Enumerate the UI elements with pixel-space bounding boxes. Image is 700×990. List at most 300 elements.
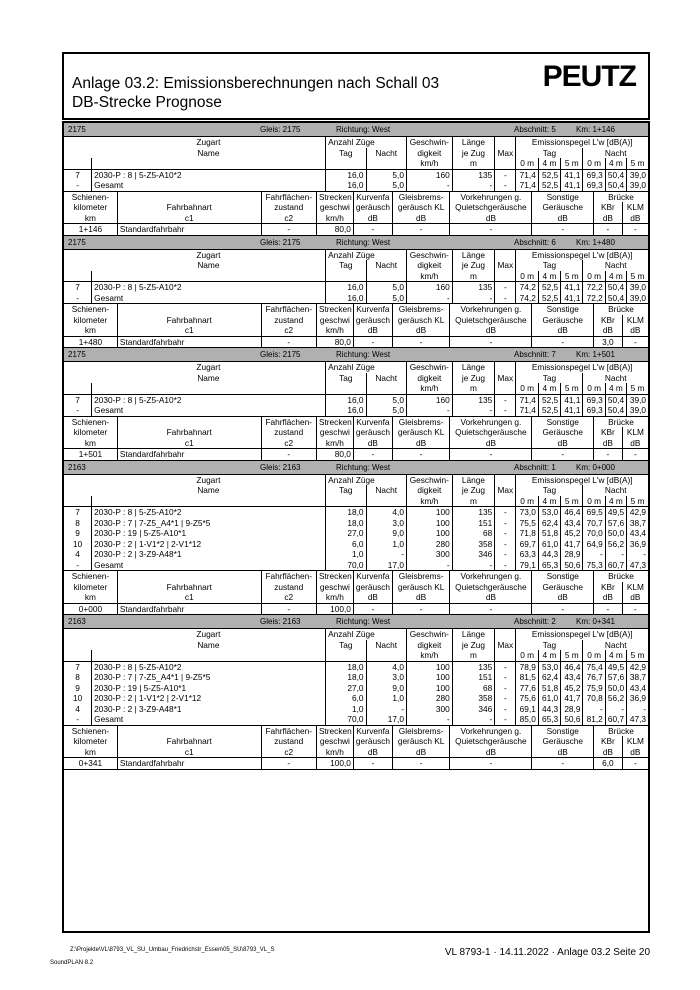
- header-m: m: [452, 650, 495, 661]
- header-c2: c2: [261, 438, 316, 449]
- header-digkeit: digkeit: [406, 373, 452, 384]
- header-db: dB: [450, 592, 532, 603]
- header-laenge: Länge: [452, 629, 495, 640]
- header-geschwi: geschwi: [316, 202, 353, 213]
- header-digkeit: digkeit: [406, 260, 452, 271]
- train-name: 2030-P : 19 | 5-Z5-A10*1: [92, 528, 326, 539]
- train-max: -: [495, 528, 516, 539]
- header-anzahl: Anzahl Züge: [326, 475, 366, 486]
- train-l: 135: [452, 507, 495, 518]
- track-row: [64, 336, 648, 348]
- track-sonst: -: [532, 336, 594, 348]
- header-emission: Emissionspegel L'w [dB(A)]: [516, 137, 648, 148]
- header-4m: 4 m: [538, 158, 560, 169]
- header-tag: Tag: [326, 260, 366, 271]
- train-n5: 39,0: [627, 293, 648, 304]
- train-name: 2030-P : 2 | 3-Z9-A48*1: [92, 704, 326, 715]
- section-km: Km: 0+341: [576, 617, 615, 626]
- train-row: [64, 672, 648, 683]
- train-n4: 50,4: [605, 282, 626, 293]
- train-t0: 63,3: [516, 549, 538, 560]
- track-fahrbahn: Standardfahrbahr: [117, 758, 261, 770]
- header-laenge: Länge: [452, 250, 495, 261]
- section-km: Km: 1+501: [576, 350, 615, 359]
- train-v: -: [406, 560, 452, 571]
- train-t0: 75,5: [516, 518, 538, 529]
- header-db: dB: [594, 438, 623, 449]
- blank-cell: [326, 650, 366, 661]
- header-zugart: Zugart: [196, 249, 221, 260]
- train-n5: 42,9: [627, 507, 648, 518]
- header-je-zug: je Zug: [452, 373, 495, 384]
- train-tag: 27,0: [326, 528, 366, 539]
- header-laenge: Länge: [452, 137, 495, 148]
- header-emission-nacht: Nacht: [583, 485, 648, 496]
- header-geschw: Geschwin-: [406, 475, 452, 486]
- train-t0: 78,9: [516, 661, 538, 672]
- header-0m: 0 m: [583, 496, 605, 507]
- footer-reference: VL 8793-1 · 14.11.2022 · Anlage 03.2 Seite 20: [444, 947, 650, 958]
- header-kilometer: kilometer: [73, 736, 108, 746]
- train-t5: 45,2: [561, 528, 583, 539]
- train-n0: 70,0: [583, 528, 605, 539]
- header-kbr: KBr: [594, 582, 623, 593]
- section-km: Km: 0+000: [576, 462, 615, 472]
- section-block: [64, 123, 648, 236]
- header-db: dB: [392, 325, 449, 336]
- header-c1: c1: [117, 438, 261, 449]
- header-strecken: Strecken: [316, 726, 353, 737]
- train-nacht: 9,0: [366, 528, 406, 539]
- blank-cell: [495, 629, 516, 640]
- header-tag: Tag: [326, 485, 366, 496]
- train-row: [64, 539, 648, 550]
- header-0m: 0 m: [516, 496, 538, 507]
- header-row: [64, 592, 648, 603]
- header-row: [64, 202, 648, 213]
- header-row: [64, 137, 648, 148]
- total-row: [64, 405, 648, 416]
- train-max: -: [495, 704, 516, 715]
- train-l: -: [452, 180, 495, 191]
- track-table: [64, 304, 648, 348]
- train-tag: 18,0: [326, 672, 366, 683]
- header-fahrbahnart: Fahrbahnart: [117, 582, 261, 593]
- header-schienen: Schienen-: [71, 571, 110, 581]
- train-max: -: [495, 282, 516, 293]
- train-t4: 61,0: [538, 539, 560, 550]
- header-quietsch: Quietschgeräusche: [450, 315, 532, 326]
- header-geraeusch-kl: geräusch KL: [392, 427, 449, 438]
- blank-cell: [64, 640, 92, 651]
- header-digkeit: digkeit: [406, 640, 452, 651]
- train-name: Gesamt: [92, 405, 326, 416]
- section-gleis: Gleis: 2175: [260, 237, 301, 247]
- header-emission-tag: Tag: [516, 373, 583, 384]
- track-c2: -: [261, 758, 316, 770]
- header-row: [64, 315, 648, 326]
- section-abschnitt: Abschnitt: 7: [514, 350, 556, 359]
- train-v: 300: [406, 549, 452, 560]
- train-v: 100: [406, 518, 452, 529]
- train-n5: 36,9: [627, 693, 648, 704]
- header-kmh: km/h: [316, 592, 353, 603]
- blank-cell: [92, 383, 326, 394]
- header-max: Max: [495, 260, 516, 271]
- train-number: -: [64, 293, 92, 304]
- section-richtung: Richtung: West: [336, 125, 391, 134]
- header-digkeit: digkeit: [406, 148, 452, 159]
- blank-cell: [326, 158, 366, 169]
- header-kurven: Kurvenfa: [353, 192, 392, 203]
- train-number: -: [64, 180, 92, 191]
- header-name: Name: [197, 639, 220, 650]
- total-row: [64, 560, 648, 571]
- track-speed: 80,0: [316, 224, 353, 236]
- train-nacht: 1,0: [366, 693, 406, 704]
- section-header: [64, 615, 648, 629]
- train-t0: 71,8: [516, 528, 538, 539]
- blank-cell: [495, 496, 516, 507]
- train-t4: 62,4: [538, 518, 560, 529]
- train-l: 358: [452, 693, 495, 704]
- header-quietsch: Quietschgeräusche: [450, 202, 532, 213]
- header-5m: 5 m: [561, 650, 583, 661]
- train-max: -: [495, 560, 516, 571]
- train-t4: 65,3: [538, 560, 560, 571]
- header-row: [64, 485, 648, 496]
- header-gleisbrems: Gleisbrems-: [392, 571, 449, 582]
- header-db: dB: [532, 747, 594, 758]
- header-geraeusche: Geräusche: [532, 427, 594, 438]
- train-n4: 49,5: [605, 507, 626, 518]
- train-nacht: 9,0: [366, 683, 406, 694]
- blank-cell: [64, 271, 92, 282]
- train-v: 100: [406, 672, 452, 683]
- train-row: [64, 507, 648, 518]
- header-db: dB: [594, 747, 623, 758]
- header-je-zug: je Zug: [452, 485, 495, 496]
- blank-cell: [64, 383, 92, 394]
- title-line-1: Anlage 03.2: Emissionsberechnungen nach Schall 03: [72, 75, 440, 92]
- train-l: -: [452, 560, 495, 571]
- train-n4: 50,4: [605, 169, 626, 180]
- train-number: 7: [75, 282, 80, 292]
- train-t0: 71,4: [516, 405, 538, 416]
- header-nacht: Nacht: [366, 485, 406, 496]
- train-name: 2030-P : 19 | 5-Z5-A10*1: [92, 683, 326, 694]
- train-t4: 52,5: [538, 405, 560, 416]
- header-zustand: zustand: [261, 315, 316, 326]
- section-abschnitt: Abschnitt: 5: [514, 125, 556, 134]
- train-n5: 43,4: [627, 683, 648, 694]
- header-db: dB: [450, 747, 532, 758]
- blank-cell: [64, 650, 92, 661]
- track-kurve: -: [353, 224, 392, 236]
- header-kmh: km/h: [406, 650, 452, 661]
- header-emission: Emissionspegel L'w [dB(A)]: [516, 362, 648, 373]
- header-sonstige: Sonstige: [532, 571, 594, 582]
- train-n0: 70,8: [583, 693, 605, 704]
- track-kurve: -: [353, 758, 392, 770]
- train-tag: 70,0: [326, 560, 366, 571]
- train-t4: 52,5: [538, 180, 560, 191]
- header-row: [64, 629, 648, 640]
- header-geraeusche: Geräusche: [532, 736, 594, 747]
- header-sonstige: Sonstige: [532, 726, 594, 737]
- header-klm: KLM: [622, 736, 648, 747]
- header-bruecke: Brücke: [594, 417, 648, 428]
- track-table: [64, 571, 648, 615]
- train-t4: 44,3: [538, 704, 560, 715]
- header-5m: 5 m: [561, 158, 583, 169]
- header-zustand: zustand: [261, 736, 316, 747]
- blank-cell: [495, 250, 516, 261]
- train-l: 346: [452, 704, 495, 715]
- train-name: 2030-P : 8 | 5-Z5-A10*2: [92, 282, 326, 293]
- train-number: 8: [75, 672, 80, 682]
- header-klm: KLM: [622, 427, 648, 438]
- train-row: [64, 528, 648, 539]
- track-sonst: -: [532, 758, 594, 770]
- header-kurven: Kurvenfa: [353, 304, 392, 315]
- train-t0: 81,5: [516, 672, 538, 683]
- section-km: Km: 1+146: [576, 125, 615, 134]
- header-c2: c2: [261, 592, 316, 603]
- train-t4: 53,0: [538, 507, 560, 518]
- train-tag: 18,0: [326, 661, 366, 672]
- train-t0: 69,1: [516, 704, 538, 715]
- header-vorkehrungen: Vorkehrungen g.: [450, 726, 532, 737]
- train-tag: 18,0: [326, 518, 366, 529]
- blank-cell: [64, 496, 92, 507]
- header-schienen: Schienen-: [71, 416, 110, 427]
- train-v: 300: [406, 704, 452, 715]
- train-table: [64, 250, 648, 305]
- train-n0: 72,2: [583, 282, 605, 293]
- header-kmh: km/h: [406, 158, 452, 169]
- header-c1: c1: [117, 747, 261, 758]
- section-abschnitt: Abschnitt: 2: [514, 617, 556, 626]
- header-kilometer: kilometer: [73, 581, 108, 592]
- header-kilometer: kilometer: [73, 427, 108, 437]
- blank-cell: [64, 485, 92, 496]
- header-row: [64, 158, 648, 169]
- train-n0: 64,9: [583, 539, 605, 550]
- train-t0: 79,1: [516, 560, 538, 571]
- train-n0: 69,3: [583, 169, 605, 180]
- header-5m: 5 m: [627, 496, 648, 507]
- train-t5: 50,6: [561, 560, 583, 571]
- header-schienen: Schienen-: [71, 725, 110, 736]
- train-max: -: [495, 714, 516, 725]
- train-t0: 85,0: [516, 714, 538, 725]
- header-bruecke: Brücke: [594, 192, 648, 203]
- header-0m: 0 m: [583, 271, 605, 282]
- header-0m: 0 m: [516, 650, 538, 661]
- header-geraeusch: geräusch: [353, 736, 392, 747]
- train-max: -: [495, 507, 516, 518]
- header-row: [64, 571, 648, 582]
- train-tag: 16,0: [326, 293, 366, 304]
- train-number: 7: [75, 507, 80, 517]
- header-c1: c1: [117, 592, 261, 603]
- page-title: [72, 74, 439, 112]
- train-t0: 73,0: [516, 507, 538, 518]
- train-nacht: 17,0: [366, 714, 406, 725]
- blank-cell: [92, 158, 326, 169]
- train-max: -: [495, 693, 516, 704]
- train-number: 9: [75, 682, 80, 693]
- train-t5: 41,1: [561, 293, 583, 304]
- header-geraeusch-kl: geräusch KL: [392, 736, 449, 747]
- section-abschnitt: Abschnitt: 1: [514, 462, 556, 472]
- track-klm: -: [622, 758, 648, 770]
- header-tag: Tag: [326, 373, 366, 384]
- header-fahrbahnart: Fahrbahnart: [117, 315, 261, 326]
- train-l: 68: [452, 528, 495, 539]
- train-n4: 57,6: [605, 518, 626, 529]
- blank-cell: [92, 650, 326, 661]
- track-sonst: -: [532, 603, 594, 615]
- train-tag: 27,0: [326, 683, 366, 694]
- train-n0: 76,7: [583, 672, 605, 683]
- header-4m: 4 m: [538, 496, 560, 507]
- header-zustand: zustand: [261, 582, 316, 593]
- train-t4: 44,3: [538, 549, 560, 560]
- header-kmh: km/h: [316, 213, 353, 224]
- header-geschw: Geschwin-: [406, 250, 452, 261]
- header-kmh: km/h: [316, 747, 353, 758]
- header-4m: 4 m: [605, 496, 626, 507]
- header-laenge: Länge: [452, 362, 495, 373]
- blank-cell: [64, 158, 92, 169]
- train-table: [64, 137, 648, 192]
- header-fahrbahnart: Fahrbahnart: [117, 427, 261, 438]
- train-max: -: [495, 169, 516, 180]
- track-fahrbahn: Standardfahrbahr: [117, 449, 261, 461]
- header-fahrflaechen: Fahrflächen-: [261, 304, 316, 315]
- train-t0: 69,7: [516, 539, 538, 550]
- train-number: 4: [75, 703, 80, 714]
- train-nacht: 5,0: [366, 293, 406, 304]
- header-anzahl: Anzahl Züge: [326, 629, 366, 640]
- train-tag: 16,0: [326, 282, 366, 293]
- header-db: dB: [532, 213, 594, 224]
- train-v: 280: [406, 693, 452, 704]
- section-gleis: Gleis: 2163: [260, 462, 301, 472]
- header-name: Name: [197, 372, 220, 383]
- header-4m: 4 m: [605, 271, 626, 282]
- header-vorkehrungen: Vorkehrungen g.: [450, 571, 532, 582]
- header-zustand: zustand: [261, 202, 316, 213]
- train-max: -: [495, 672, 516, 683]
- train-n4: 57,6: [605, 672, 626, 683]
- header-fahrbahnart: Fahrbahnart: [117, 736, 261, 747]
- header-row: [64, 726, 648, 737]
- train-v: 280: [406, 539, 452, 550]
- train-l: -: [452, 714, 495, 725]
- section-header: [64, 461, 648, 475]
- train-t4: 65,3: [538, 714, 560, 725]
- header-strecken: Strecken: [316, 304, 353, 315]
- train-n4: -: [605, 704, 626, 715]
- track-speed: 100,0: [316, 758, 353, 770]
- train-n5: 39,0: [627, 405, 648, 416]
- train-number: -: [64, 714, 92, 725]
- train-n4: 56,2: [605, 539, 626, 550]
- header-db: dB: [392, 213, 449, 224]
- header-kbr: KBr: [594, 315, 623, 326]
- train-number: 7: [75, 394, 80, 405]
- train-nacht: 5,0: [366, 282, 406, 293]
- track-table: [64, 192, 648, 236]
- header-0m: 0 m: [516, 158, 538, 169]
- header-vorkehrungen: Vorkehrungen g.: [450, 417, 532, 428]
- track-sonst: -: [532, 449, 594, 461]
- section-id: 2175: [68, 350, 86, 359]
- header-strecken: Strecken: [316, 192, 353, 203]
- header-m: m: [452, 271, 495, 282]
- train-n0: 69,5: [583, 507, 605, 518]
- header-geschw: Geschwin-: [406, 137, 452, 148]
- train-row: [64, 282, 648, 293]
- track-gleis: -: [392, 224, 449, 236]
- train-t4: 52,5: [538, 394, 560, 405]
- header-db: dB: [392, 747, 449, 758]
- header-geschw: Geschwin-: [406, 362, 452, 373]
- train-name: 2030-P : 7 | 7-Z5_A4*1 | 9-Z5*5: [92, 518, 326, 529]
- header-c1: c1: [117, 213, 261, 224]
- train-max: -: [495, 180, 516, 191]
- train-t0: 74,2: [516, 293, 538, 304]
- train-name: 2030-P : 2 | 3-Z9-A48*1: [92, 549, 326, 560]
- header-laenge: Länge: [452, 475, 495, 486]
- train-nacht: 5,0: [366, 180, 406, 191]
- section-block: [64, 236, 648, 349]
- header-emission: Emissionspegel L'w [dB(A)]: [516, 250, 648, 261]
- header-0m: 0 m: [583, 383, 605, 394]
- total-row: [64, 293, 648, 304]
- header-nacht: Nacht: [366, 373, 406, 384]
- train-max: -: [495, 518, 516, 529]
- train-t5: 41,1: [561, 169, 583, 180]
- train-tag: 16,0: [326, 180, 366, 191]
- train-nacht: 17,0: [366, 560, 406, 571]
- train-n4: 50,4: [605, 394, 626, 405]
- train-tag: 18,0: [326, 507, 366, 518]
- header-zugart: Zugart: [196, 137, 221, 147]
- train-name: Gesamt: [92, 560, 326, 571]
- blank-cell: [366, 650, 406, 661]
- header-km: km: [64, 325, 117, 336]
- header-row: [64, 747, 648, 758]
- blank-cell: [64, 137, 92, 148]
- track-row: [64, 449, 648, 461]
- header-emission-tag: Tag: [516, 485, 583, 496]
- header-db: dB: [532, 325, 594, 336]
- train-name: 2030-P : 7 | 7-Z5_A4*1 | 9-Z5*5: [92, 672, 326, 683]
- header-4m: 4 m: [605, 383, 626, 394]
- track-kbr: -: [594, 224, 623, 236]
- header-kurven: Kurvenfa: [353, 726, 392, 737]
- train-v: 160: [406, 282, 452, 293]
- blank-cell: [64, 629, 92, 640]
- blank-cell: [495, 383, 516, 394]
- track-fahrbahn: Standardfahrbahr: [117, 224, 261, 236]
- blank-cell: [366, 496, 406, 507]
- header-row: [64, 362, 648, 373]
